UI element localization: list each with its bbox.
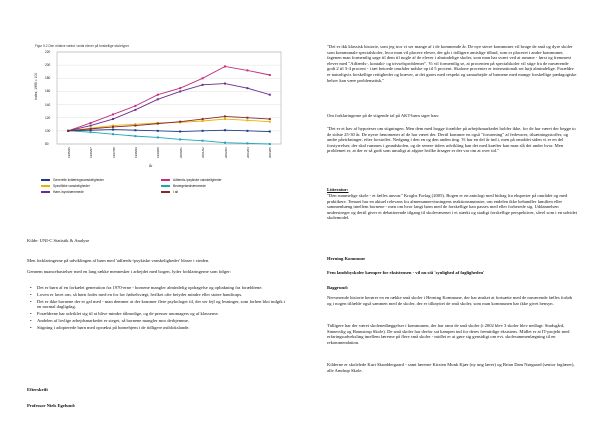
data-point (134, 129, 136, 131)
data-point (179, 121, 181, 123)
data-point (246, 130, 248, 132)
list-item: • Det er ikke bornene der er gal med - man demmer at der kommer flere psykologer til, der ser fejl og lesninger, som forhen blot indgik i en normal dagligdag. (27, 299, 289, 310)
data-point (269, 121, 271, 123)
series-line (68, 130, 270, 132)
data-point (67, 130, 69, 132)
data-point (112, 129, 114, 131)
data-point (179, 138, 181, 140)
series-line (68, 84, 270, 131)
data-point (134, 105, 136, 107)
x-tick-label: 1998/99 (133, 147, 138, 158)
data-point (246, 142, 248, 144)
x-tick-label: 2001/02 (201, 147, 206, 158)
background-paragraph: Nervøsende historie berører en en række små skoler i Herning Kommune, der har ønsket at fortsætte med de nuværende fælles forløb og i nogen tilfælde også sammen med de skoler, der er tilknyttet de små skoler, som man kommunen har ikke givet hensyn. (327, 295, 573, 306)
intro-paragraph-1: Men forklaringerne på udviklingen af børn med 'adfærds-/psykiske vanskeligheder' blaser i vinden. (27, 258, 210, 263)
data-point (202, 130, 204, 132)
data-point (246, 119, 248, 121)
data-point (112, 126, 114, 128)
list-item: • Loven er lavet om, så børn fodes med en for lav fødselsvægt, hvilket ofte betyder mindre eller større handicaps. (27, 292, 289, 298)
legend-item (161, 184, 206, 188)
legend-item (41, 184, 90, 188)
sources-paragraph: Kilderne er skolelede Kurt Skrøddergaard - samt lærerne Kirsten Munk Kjær (ny ung lærer) og Brian Dam Nørgaard (senior faglærer), alle Amdrup Skole. (327, 362, 575, 373)
data-point (157, 123, 159, 125)
legend-item (41, 190, 84, 194)
data-point (157, 94, 159, 96)
data-point (112, 118, 114, 120)
legend-swatch (41, 185, 50, 187)
data-point (134, 135, 136, 137)
history-paragraph: Tidligere har der været skolenedlæggelser i kommunen, der har ramt de små skoler (i 2002 blev 3 skoler blev nedlagt: Studsgård, Sinnerslig og Haunstrup Skole). De små skoler har derfor sat kampen ind for deres fremtidige eksistens. Midlet er at IT-projekt med erfaringsudveksling imellem lærerne på flere små skoler - midlet er at gøre sig gensidigt om evt. skolesammenlægning til en rekommendation. (327, 323, 570, 345)
legend-item (161, 178, 222, 182)
y-tick-label: 180 (45, 76, 51, 81)
legend-swatch (41, 179, 50, 181)
data-point (202, 84, 204, 86)
data-point (269, 118, 271, 120)
y-tick-label: 140 (45, 102, 51, 107)
legend-swatch (161, 179, 170, 181)
data-point (202, 140, 204, 142)
data-point (90, 128, 92, 130)
section-heading-herning: Herning Kommune (327, 256, 366, 261)
data-point (224, 65, 226, 67)
data-point (112, 113, 114, 115)
data-point (224, 129, 226, 131)
y-tick-label: 220 (45, 50, 51, 54)
x-tick-label: 2004/05 (268, 147, 273, 158)
list-item: • Stigning i adopterede børn med opvækst på børnehjem i de tidligere østblokslande. (27, 325, 289, 331)
data-point (224, 83, 226, 85)
data-point (157, 130, 159, 132)
data-point (90, 122, 92, 124)
intro-text (27, 258, 289, 274)
list-item: • Forældrene har udviklet sig til at blive mindre tålmodige, og de presser unomagers og af klasserne. (27, 311, 289, 317)
afterword-heading: Efterskrift (27, 387, 48, 392)
legend-item (41, 178, 104, 182)
legend-swatch (161, 191, 170, 193)
literature-body: "Den rummelige skole - et fælles ansvar" Kroghs Forlag (2005). Bogen er en antologi med bidrag fra eksperter på området og med praktikere. Temaet har en aktuel relevans for almenunnervisningens reaktionsmønstre, om endelen ikke behandler familien eller sammenhæng imellem bornene - men om hvor langt børn med de forskellige kan passes med eller forberede sig. Uddannelsen understreger og dertil giver et debatterende tilgang til skolevæsenet i et stærkt og stadigt forskellige perspektiver, såvel som i en udvidet skolemodel. (327, 193, 577, 221)
data-point (202, 120, 204, 122)
data-point (90, 125, 92, 127)
data-point (134, 125, 136, 127)
y-tick-label: 100 (45, 128, 51, 133)
line-chart (31, 40, 287, 228)
data-point (112, 133, 114, 135)
series-line (68, 119, 270, 131)
data-point (269, 143, 271, 145)
data-point (269, 131, 271, 133)
y-tick-label: 80 (45, 142, 49, 146)
plot-area (31, 40, 287, 228)
data-point (179, 87, 181, 89)
x-tick-label: 2000/01 (178, 147, 183, 158)
data-point (224, 142, 226, 144)
series-line (68, 66, 270, 130)
legend-label: Specifikke vanskeligheder (53, 184, 90, 188)
x-tick-label: 2003/04 (245, 147, 250, 158)
x-tick-label: 1997/98 (111, 147, 116, 158)
x-tick-label: 2002/03 (223, 147, 228, 158)
x-tick-label: 1995/96 (66, 147, 71, 158)
x-tick-label: 1996/97 (89, 147, 94, 158)
quote-paragraph-1: "Det er ikk klassisk historie, som jeg tror vi ser mange af i de kommende år. De nye sterre kommuner vil bruge de små og dyre skoler som kommunale specialskoler, hvor man vil placere elever, der går i tidligere amtslige tilbud, som er placeret i andre kommuner, fagenen man formentlig søge til dem til nogle af de elever i almindelige skoler, som man har svært ved at rumme - først og fremmest elever med "Adfærds-, kontakt- og trivselsproblemer". Vi vil formentlig se, at procenten på specialskoler vil stige fra de nuværende godt 2 til 3-4 procent - i tæt betoede områder måske op til 5 procent. Skalone procenter er internationalt set højt almindelige. Forældre er naturligvis forskellige rettigheder og kræver, at det gøres med respekt og samarbejde af børnene med mange forskellige pædagogiske behov kan være problematisk." (327, 44, 577, 83)
legend-swatch (161, 185, 170, 187)
professor-heading: Professor Niels Egelund: (27, 403, 76, 408)
y-tick-label: 120 (45, 115, 51, 120)
legend-label: Høre-/synshæmmede (53, 190, 84, 194)
y-tick-label: 160 (45, 89, 51, 94)
x-axis-label: År (149, 164, 153, 168)
data-point (157, 98, 159, 100)
chart-title: Figur 5.2 Den relative vækst i antal elever på forskellige skoletyper (35, 44, 129, 48)
data-point (246, 87, 248, 89)
y-tick-label: 200 (45, 63, 51, 68)
bullet-list (27, 285, 289, 331)
paragraph-2: Om forklaringerne på de stigende tal på AKT-børn siger han: (327, 113, 439, 118)
y-axis-label: Index, 1995 = 100 (34, 72, 38, 100)
legend-label: I alt (173, 190, 179, 194)
legend-label: Generelle indlæringsvanskeligheder (53, 178, 104, 182)
literature-heading: Litteratur: (327, 187, 349, 192)
data-point (134, 109, 136, 111)
data-point (202, 118, 204, 120)
data-point (179, 131, 181, 133)
intro-paragraph-2: Gennem nuancebastelser med en lang række mennesker i arbejdet med bogen, lyder forklaringerne som følger: (27, 268, 231, 274)
data-point (224, 115, 226, 117)
data-point (269, 94, 271, 96)
series-line (68, 131, 270, 144)
section-subheading: Fem landsbyskoler kæmper for eksistensen - vil nu stå 'synlighed af fagligheden' (327, 270, 485, 275)
x-tick-label: 1999/00 (156, 147, 161, 158)
data-point (269, 74, 271, 76)
legend-label: Bevægelseshæmmede (173, 184, 206, 188)
data-point (224, 118, 226, 120)
background-heading: Baggrund: (327, 285, 349, 290)
data-point (179, 90, 181, 92)
legend-swatch (41, 191, 50, 193)
quote-paragraph-3: "Det er et hav af hypoteser om stigningen. Men dem med bogge forældre på arbejdsmarkedet holder ikke, for de har været der begge to de sidste 25-30 år. De nyere fænomener af de har været der. Dertil kommer en også "forurening" af fedevarer, tilsætningsstoffer, og andre påvirkninger, efter forstoffet. Nedgang i den en og den anden ting. Vi har en del år ind i, men på området siden vi er en del forstyrrelser, der skal rummes i grundskolen, og de senere tiders udvikling kan det med kræfter kan man slå det under hvor. Men problemet er, at der er så godt som umuligt at afgøre hvilke årsager er der var om at over tid." (327, 126, 576, 154)
data-point (157, 136, 159, 138)
list-item: • Det er børn af en forkælet generation fra 1970-erne - bornene mangler almindelig opdragelse og opbakning fra forældrene. (27, 285, 289, 291)
legend-label: Adfærds-/psykiske vanskeligheder (173, 178, 222, 182)
data-point (202, 77, 204, 79)
legend-item (161, 190, 178, 194)
data-point (246, 117, 248, 119)
data-point (246, 69, 248, 71)
data-point (90, 131, 92, 133)
list-item: • Andelen af lovlige arbejdsmarkedet er steget, så bornene mangler mor derhjemme. (27, 318, 289, 324)
chart-source: Kilde: UNI-C Statistik & Analyse (27, 238, 90, 243)
